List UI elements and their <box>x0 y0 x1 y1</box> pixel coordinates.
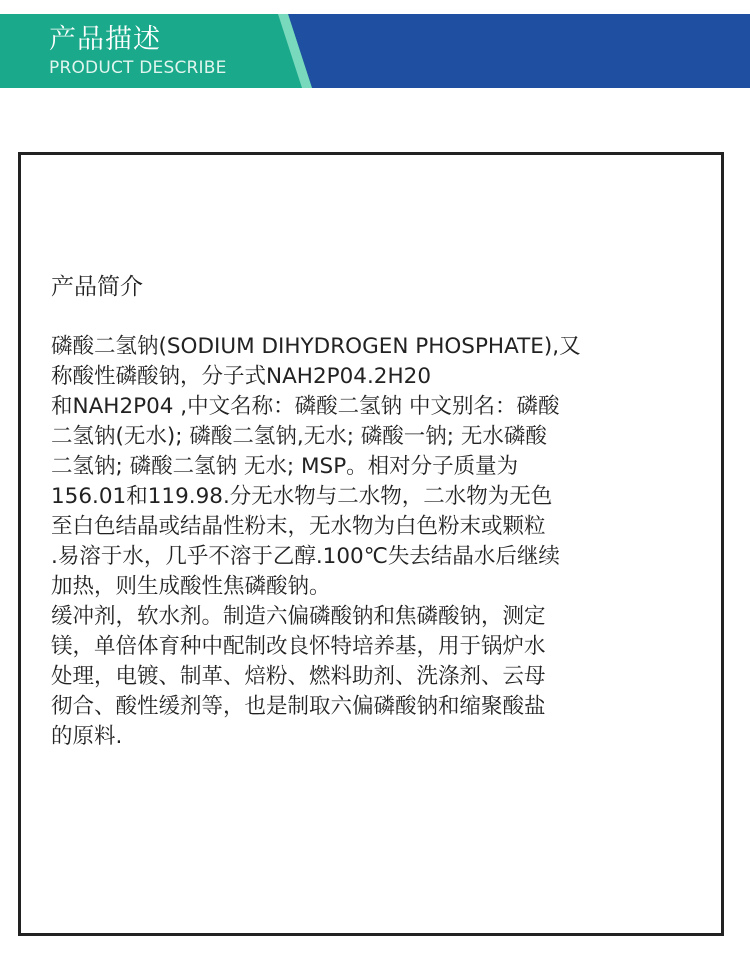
description-line: 至白色结晶或结晶性粉末，无水物为白色粉末或颗粒 <box>51 514 546 539</box>
description-line: 称酸性磷酸钠，分子式NAH2P04.2H20 <box>51 364 431 389</box>
description-line: 磷酸二氢钠(SODIUM DIHYDROGEN PHOSPHATE),又 <box>51 334 581 359</box>
description-line: 加热，则生成酸性焦磷酸钠。 <box>51 574 331 599</box>
description-line: 二氢钠(无水); 磷酸二氢钠,无水; 磷酸一钠; 无水磷酸 <box>51 424 547 449</box>
description-line: 处理，电镀、制革、焙粉、燃料助剂、洗涤剂、云母 <box>51 664 546 689</box>
description-text <box>51 332 699 752</box>
description-line: 156.01和119.98.分无水物与二水物，二水物为无色 <box>51 484 553 509</box>
header-title: 产品描述 <box>49 24 161 55</box>
header-banner <box>0 14 750 88</box>
description-line: 彻合、酸性缓剂等，也是制取六偏磷酸钠和缩聚酸盐 <box>51 694 546 719</box>
description-line: 和NAH2P04 ,中文名称：磷酸二氢钠 中文别名：磷酸 <box>51 394 560 419</box>
product-description-box <box>18 152 724 936</box>
description-line: 二氢钠; 磷酸二氢钠 无水; MSP。相对分子质量为 <box>51 454 519 479</box>
description-line: 缓冲剂，软水剂。制造六偏磷酸钠和焦磷酸钠，测定 <box>51 604 546 629</box>
description-line: 的原料. <box>51 724 123 749</box>
section-title: 产品简介 <box>51 274 143 300</box>
description-line: 镁，单倍体育种中配制改良怀特培养基，用于锅炉水 <box>51 634 546 659</box>
header-subtitle: PRODUCT DESCRIBE <box>49 58 227 78</box>
description-line: .易溶于水，几乎不溶于乙醇.100℃失去结晶水后继续 <box>51 544 560 569</box>
